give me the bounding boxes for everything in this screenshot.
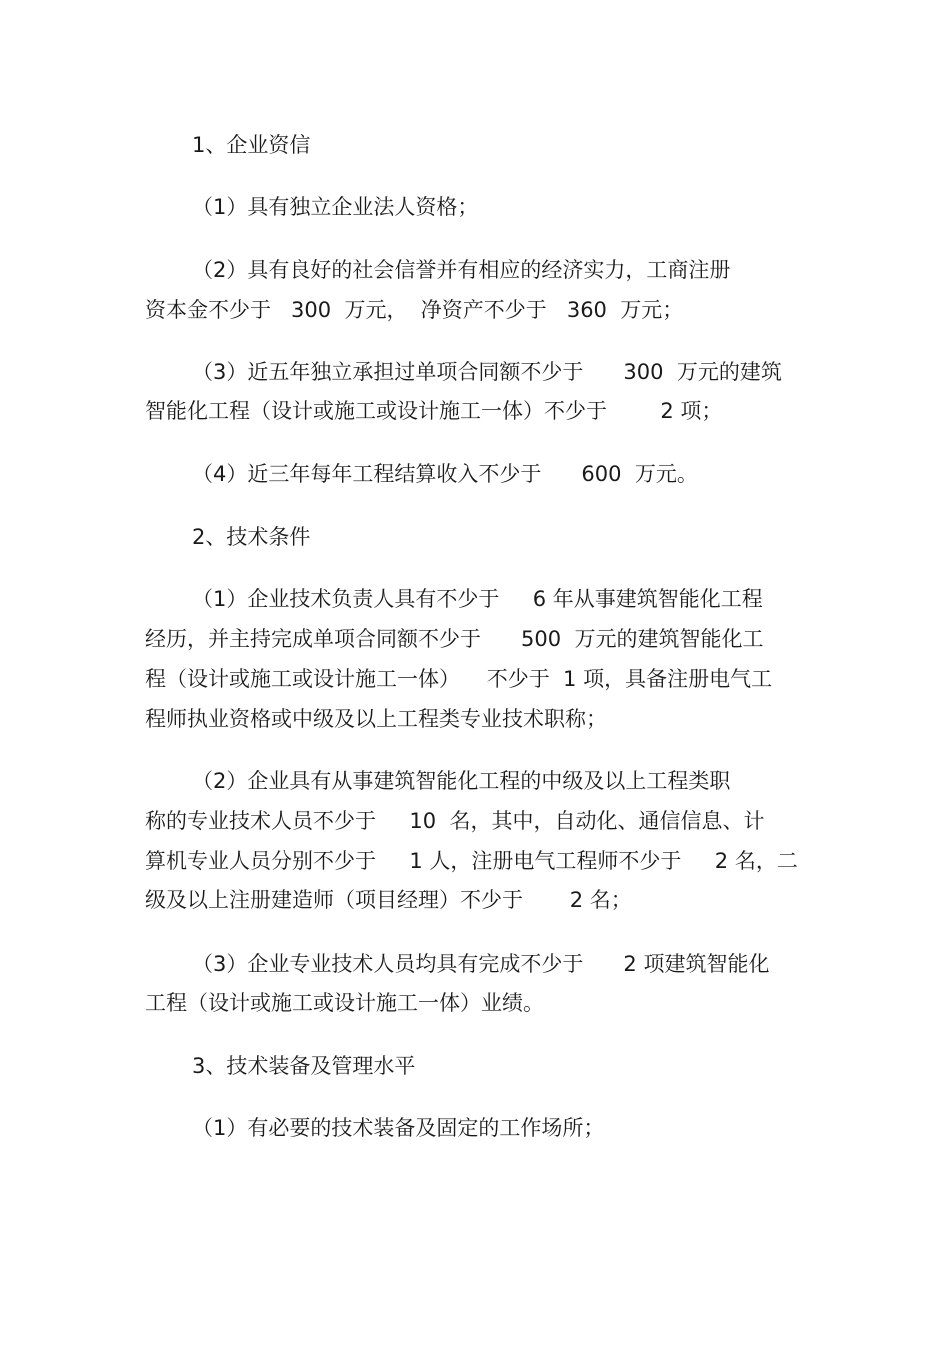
paragraph-line: （1）具有独立企业法人资格； <box>192 195 479 219</box>
paragraph-line: 工程（设计或施工或设计施工一体）业绩。 <box>145 991 544 1015</box>
paragraph-line: 程师执业资格或中级及以上工程类专业技术职称； <box>145 707 607 731</box>
paragraph-line: （3）近五年独立承担过单项合同额不少于 300 万元的建筑 <box>192 360 782 384</box>
paragraph-line: 级及以上注册建造师（项目经理）不少于 2 名； <box>145 888 632 912</box>
section-heading-2: 2、技术条件 <box>192 525 311 549</box>
paragraph-line: （3）企业专业技术人员均具有完成不少于 2 项建筑智能化 <box>192 952 770 976</box>
paragraph-line: （2）企业具有从事建筑智能化工程的中级及以上工程类职 <box>192 769 731 793</box>
paragraph-line: （2）具有良好的社会信誉并有相应的经济实力，工商注册 <box>192 258 731 282</box>
paragraph-line: 算机专业人员分别不少于 1 人，注册电气工程师不少于 2 名，二 <box>145 849 798 873</box>
paragraph-line: （4）近三年每年工程结算收入不少于 600 万元。 <box>192 462 698 486</box>
paragraph-line: （1）企业技术负责人具有不少于 6 年从事建筑智能化工程 <box>192 587 763 611</box>
paragraph-line: 资本金不少于 300 万元， 净资产不少于 360 万元； <box>145 298 684 322</box>
section-heading-1: 1、企业资信 <box>192 133 311 157</box>
section-heading-3: 3、技术装备及管理水平 <box>192 1054 416 1078</box>
paragraph-line: 称的专业技术人员不少于 10 名，其中，自动化、通信信息、计 <box>145 809 765 833</box>
paragraph-line: 智能化工程（设计或施工或设计施工一体）不少于 2 项； <box>145 399 723 423</box>
paragraph-line: 程（设计或施工或设计施工一体） 不少于 1 项，具备注册电气工 <box>145 667 773 691</box>
paragraph-line: （1）有必要的技术装备及固定的工作场所； <box>192 1116 605 1140</box>
paragraph-line: 经历，并主持完成单项合同额不少于 500 万元的建筑智能化工 <box>145 627 764 651</box>
